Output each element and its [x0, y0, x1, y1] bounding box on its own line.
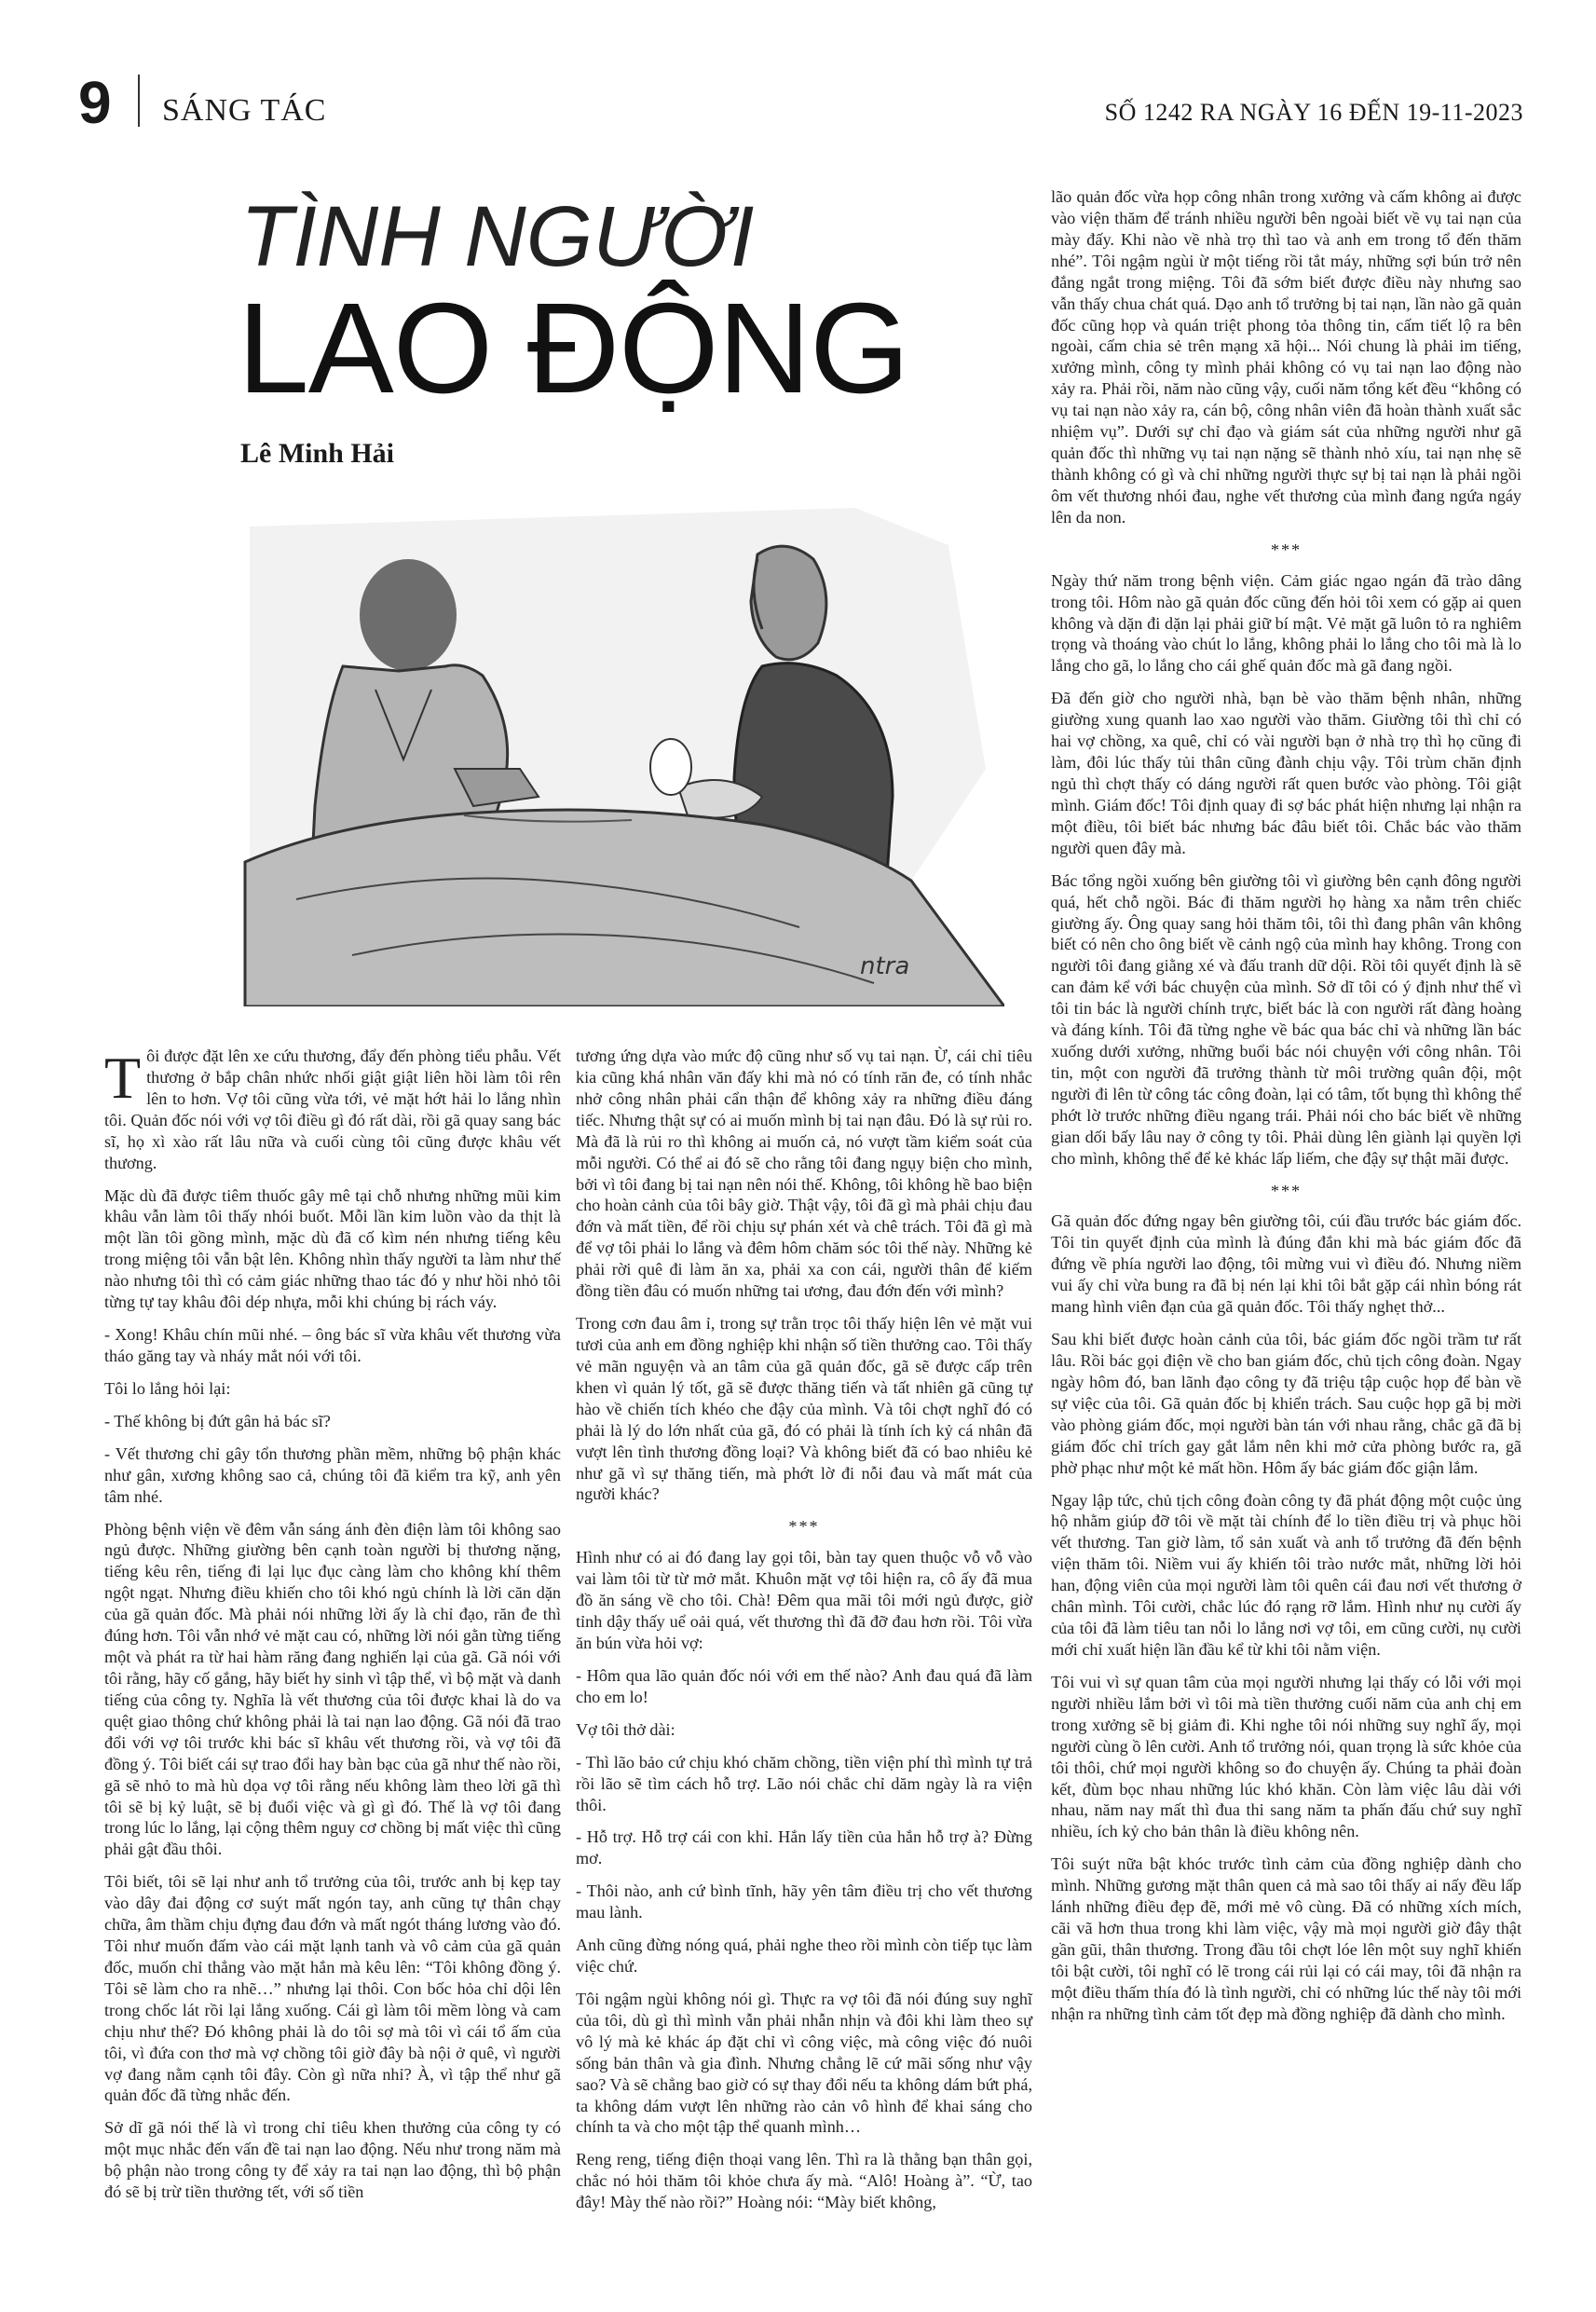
article-author: Lê Minh Hải	[240, 438, 395, 469]
paragraph: - Thì lão bảo cứ chịu khó chăm chồng, tiền viện phí thì mình tự trả rồi lão sẽ tìm cách hỗ trợ. Lão nói chắc chỉ dăm ngày là ra viện thôi.	[576, 1752, 1032, 1814]
paragraph: ôi được đặt lên xe cứu thương, đẩy đến phòng tiểu phẫu. Vết thương ở bắp chân nhức nhối giật giật liên hồi làm tôi rên lên to hơn. Vợ tôi cũng vừa tới, vẻ mặt hớt hải lo lắng nhìn tôi. Quản đốc nói với vợ tôi điều gì đó rất dài, rồi gã quay sang bác sĩ, họ xì xào rất lâu nữa và cuối cùng tôi cũng được khâu vết thương.	[104, 1047, 561, 1172]
page-number: 9	[78, 69, 112, 136]
paragraph: Tôi biết, tôi sẽ lại như anh tổ trưởng của tôi, trước anh bị kẹp tay vào dây đai động cơ suýt mất ngón tay, anh cũng tự thân chạy chữa, âm thầm chịu đựng đau đớn và mất ngót tháng lương vào đó. Tôi như muốn đấm vào cái mặt lạnh tanh và vô cảm của gã quản đốc, muốn chỉ thẳng vào mặt hắn mà kêu lên: “Tôi không đồng ý. Tôi sẽ làm cho ra nhẽ…” nhưng lại thôi. Con bốc hỏa chỉ dội lên trong chốc lát rồi lại lắng xuống. Cái gì làm tôi mềm lòng và cam chịu như thế? Đó không phải là do tôi sợ mà tôi vì cái tổ ấm của tôi, vì đứa con thơ mà vợ chồng tôi giờ đây bà nội ở quê, vì người vợ đang nằm cạnh tôi đây. Còn gì nữa nhỉ? À, vì tập thể như gã quản đốc đã từng nhắc đến.	[104, 1872, 561, 2105]
paragraph: Tôi vui vì sự quan tâm của mọi người nhưng lại thấy có lỗi với mọi người nhiều lắm bởi vì tôi mà tiền thưởng cuối năm của anh chị em trong xưởng sẽ bị giảm đi. Khi nghe tôi nói những suy nghĩ ấy, mọi người cùng ồ lên cười. Anh tổ trưởng nói, quan trọng là sức khỏe của tôi thôi, chứ mọi người không so đo chuyện ấy. Chúng ta phải đoàn kết, đùm bọc nhau những lúc khó khăn. Còn làm việc lâu dài với nhau, năm nay mất thì đua thi sang năm ta phấn đấu chứ suy nghĩ nhiều, ích kỷ cho bản thân là điều không nên.	[1051, 1672, 1521, 1841]
paragraph: Tôi suýt nữa bật khóc trước tình cảm của đồng nghiệp dành cho mình. Những gương mặt thân quen cả mà sao tôi thấy ai nấy đều lấp lánh những điều đẹp đẽ, mới mẻ vô cùng. Đã có những xích mích, cãi vã hơn thua trong khi làm việc, vậy mà mọi người giờ đây thật gần gũi, thân thương. Trong đầu tôi chợt lóe lên một suy nghĩ khiến tôi bật cười, tôi nghĩ có lẽ trong cái rủi lại có cái may, tôi đã nhận ra một điều thấm thía đó là tình người, chỉ có những lúc thế này tôi mới nhận ra những tình cảm tốt đẹp mà đồng nghiệp đã dành cho mình.	[1051, 1854, 1521, 2023]
column-2	[576, 1046, 1032, 2224]
section-break: ***	[1270, 1181, 1303, 1200]
column-3	[1051, 186, 1521, 2036]
paragraph: Ngày thứ năm trong bệnh viện. Cảm giác ngao ngán đã trào dâng trong tôi. Hôm nào gã quản đốc cũng đến hỏi tôi xem có gặp ai quen không và dặn đi dặn lại phải giữ bí mật. Vẻ mặt gã luôn tỏ ra nghiêm trọng và thoáng vào chút lo lắng, không phải lo lắng cho tôi mà là lo lắng cho gã, lo lắng cho cái ghế quản đốc mà gã đang ngồi.	[1051, 570, 1521, 676]
paragraph: tương ứng dựa vào mức độ cũng như số vụ tai nạn. Ừ, cái chỉ tiêu kia cũng khá nhân văn đấy khi mà nó có tính răn đe, có tính nhắc nhở công nhân phải cẩn thận để không xảy ra những điều đáng tiếc. Nhưng thật sự có ai muốn mình bị tai nạn đâu. Đó là sự rủi ro. Mà đã là rủi ro thì không ai muốn cả, nó vượt tầm kiểm soát của mỗi người. Có thể ai đó sẽ cho rằng tôi đang ngụy biện cho mình, bởi vì tôi đang bị tai nạn nên nói thế. Không, tôi không hề bao biện cho hoàn cảnh của tôi bây giờ. Thật vậy, tôi đã gì mà phải chịu đau đớn và mất tiền, để rồi chịu sự phán xét và chê trách. Tôi đã gì mà để vợ tôi phải lo lắng và đêm hôm chăm sóc tôi thế này. Những kẻ phải rời quê đi làm ăn xa, phải xa con cái, người thân để kiếm đồng tiền đâu có muốn những tai ương, đau đớn đến với mình?	[576, 1047, 1032, 1301]
section-label: SÁNG TÁC	[162, 93, 327, 128]
illustration-signature: ntra	[860, 952, 910, 980]
paragraph: lão quản đốc vừa họp công nhân trong xưởng và cấm không ai được vào viện thăm để tránh nhiều người bên ngoài biết về vụ tai nạn của mày đấy. Khi nào về nhà trọ thì tao và anh em trong tổ đến thăm nhé”. Tôi ngậm ngùi ừ một tiếng rồi tắt máy, những sợi bún trở nên đắng ngắt trong miệng. Tôi đã sớm biết được điều này nhưng sao vẫn thấy chua chát quá. Dạo anh tổ trưởng bị tai nạn, lần nào gã quản đốc cũng họp và quán triệt phong tỏa thông tin, cấm tiết lộ ra bên ngoài, cấm chia sẻ trên mạng xã hội... Nói chung là phải im tiếng, xưởng mình, công ty mình phải không có vụ tai nạn lao động nào xảy ra. Phải rồi, năm nào cũng vậy, cuối năm tổng kết đều “không có vụ tai nạn nào xảy ra, cán bộ, công nhân viên đã hoàn thành xuất sắc nhiệm vụ”. Dưới sự chỉ đạo và giám sát của những người như gã quản đốc thì những vụ tai nạn nặng sẽ thành nhỏ xíu, tai nạn nhẹ sẽ thành không có gì và chỉ những người thực sự bị tai nạn là phải ngồi ôm vết thương nhói đau, nghe vết thương của mình đang ngứa ngáy lên da non.	[1051, 187, 1521, 527]
paragraph: Tôi lo lắng hỏi lại:	[104, 1378, 231, 1398]
illustration	[240, 489, 1004, 1006]
paragraph: - Thế không bị đứt gân hả bác sĩ?	[104, 1411, 331, 1430]
issue-date: SỐ 1242 RA NGÀY 16 ĐẾN 19-11-2023	[1104, 99, 1523, 126]
paragraph: - Vết thương chỉ gây tổn thương phần mềm, những bộ phận khác như gân, xương không sao cả, chúng tôi đã kiểm tra kỹ, anh yên tâm nhé.	[104, 1443, 561, 1506]
paragraph: Phòng bệnh viện về đêm vẫn sáng ánh đèn điện làm tôi không sao ngủ được. Những giường bên cạnh toàn người bị thương nặng, tiếng kêu rên, tiếng đi lại lục đục càng làm cho không khí thêm ngột ngạt. Nhưng điều khiến cho tôi khó ngủ chính là lời căn dặn của gã quản đốc. Mà phải nói những lời ấy là chỉ đạo, răn đe thì đúng hơn. Tôi vẫn nhớ vẻ mặt cau có, những lời nói gằn từng tiếng một và phát ra từ hai hàm răng đang nghiến lại của gã. Gã nói với tôi rằng, hãy cố gắng, hãy biết hy sinh vì tập thể, vì bộ mặt và danh tiếng của công ty. Nghĩa là vết thương của tôi được khai là do va quệt giao thông chứ không phải là tai nạn lao động. Gã nói đã trao đổi với vợ tôi trước khi bác sĩ khâu vết thương rồi, và vợ tôi đã đồng ý. Tôi biết cái sự trao đổi hay bàn bạc của gã như thế nào rồi, gã sẽ nhỏ to mà hù dọa vợ tôi rằng nếu không làm theo lời gã thì tôi sẽ bị kỷ luật, sẽ bị đuổi việc và gì gì đó. Thế là vợ tôi đang trong lúc lo lắng, lại cộng thêm nguy cơ chồng bị mất việc thì cũng phải gật đầu thôi.	[104, 1519, 561, 1859]
section-break: ***	[788, 1517, 820, 1537]
paragraph: Reng reng, tiếng điện thoại vang lên. Thì ra là thằng bạn thân gọi, chắc nó hỏi thăm tôi khỏe chưa ấy mà. “Alô! Hoàng à”. “Ừ, tao đây! Mày thế nào rồi?” Hoàng nói: “Mày biết không,	[576, 2150, 1032, 2212]
paragraph: Vợ tôi thở dài:	[576, 1719, 675, 1739]
paragraph: Đã đến giờ cho người nhà, bạn bè vào thăm bệnh nhân, những giường xung quanh lao xao người vào thăm. Giường tôi thì chỉ có hai vợ chồng, xa quê, chỉ có vài người bạn ở nhà trọ thì họ cũng đi làm, đôi lúc thấy tủi thân cũng đành chịu vậy. Tôi trùm chăn định ngủ thì chợt thấy có dáng người rất quen bước vào phòng. Tôi giật mình. Giám đốc! Tôi định quay đi sợ bác phát hiện nhưng lại nhận ra một điều, tôi biết bác nhưng bác đâu biết tôi. Chắc bác vào thăm người quen đây mà.	[1051, 689, 1521, 857]
paragraph: - Thôi nào, anh cứ bình tĩnh, hãy yên tâm điều trị cho vết thương mau lành.	[576, 1881, 1032, 1922]
paragraph: Sau khi biết được hoàn cảnh của tôi, bác giám đốc ngồi trầm tư rất lâu. Rồi bác gọi điện về cho ban giám đốc, chủ tịch công đoàn. Ngay ngày hôm đó, ban lãnh đạo công ty đã triệu tập cuộc họp để bàn về sự việc của tôi. Gã quản đốc bị khiển trách. Sau cuộc họp gã bị mời vào phòng giám đốc, mọi người bàn tán với nhau rằng, chắc gã đã bị giám đốc chỉ trích gay gắt lắm nên khi mở cửa phòng bước ra, gã phờ phạc như một kẻ mất hồn. Hôm ấy bác giám đốc giận lắm.	[1051, 1330, 1521, 1477]
article-title-line1: TÌNH NGƯỜI	[240, 189, 755, 284]
header-separator	[138, 75, 140, 127]
column-1	[104, 1046, 561, 2214]
article-title-line2: LAO ĐỘNG	[238, 277, 909, 420]
paragraph: Sở dĩ gã nói thế là vì trong chỉ tiêu khen thưởng của công ty có một mục nhắc đến vấn đề tai nạn lao động. Nếu như trong năm mà bộ phận nào trong công ty để xảy ra tai nạn lao động, thì bộ phận đó sẽ bị trừ tiền thưởng tết, với số tiền	[104, 2118, 561, 2202]
paragraph: - Hỗ trợ. Hỗ trợ cái con khỉ. Hắn lấy tiền của hắn hỗ trợ à? Đừng mơ.	[576, 1827, 1032, 1868]
paragraph: Ngay lập tức, chủ tịch công đoàn công ty đã phát động một cuộc ủng hộ nhằm giúp đỡ tôi về mặt tài chính để lo tiền điều trị và phục hồi vết thương. Tan giờ làm, tổ sản xuất và anh tổ trưởng đã đến bệnh viện thăm tôi. Niềm vui ấy khiến tôi trào nước mắt, những lời hỏi han, động viên của mọi người làm tôi quên cái đau nơi vết thương ở chân mình. Tôi cười, chắc lúc đó rạng rỡ lắm. Hình như nụ cười ấy của tôi đã làm tiêu tan nỗi lo lắng nơi vợ tôi, em cũng cười, nụ cười mới chỉ xuất hiện lần đầu kể từ khi tôi nằm viện.	[1051, 1490, 1521, 1659]
dropcap: T	[104, 1045, 142, 1111]
paragraph: Tôi ngậm ngùi không nói gì. Thực ra vợ tôi đã nói đúng suy nghĩ của tôi, dù gì thì mình vẫn phải nhẫn nhịn và đôi khi làm theo sự vô lý mà kẻ khác áp đặt chỉ vì công việc, mà công việc đó nuôi sống bản thân và gia đình. Nhưng chẳng lẽ cứ mãi sống như vậy sao? Và sẽ chẳng bao giờ có sự thay đổi nếu ta không dám bứt phá, ta không dám vượt lên những rào cản vô hình để khai sáng cho chính ta và cho một tập thể quanh mình…	[576, 1989, 1032, 2137]
paragraph: Anh cũng đừng nóng quá, phải nghe theo rồi mình còn tiếp tục làm việc chứ.	[576, 1936, 1032, 1977]
paragraph: Gã quản đốc đứng ngay bên giường tôi, cúi đầu trước bác giám đốc. Tôi tin quyết định của mình là đúng đắn khi mà bác giám đốc đã đứng về phía người lao động, tôi mừng vui vì điều đó. Nhưng niềm vui ấy chỉ vừa bung ra đã bị nén lại khi tôi bắt gặp cái nhìn bóng rát mang hình viên đạn của gã quản đốc. Tôi thấy nghẹt thở...	[1051, 1211, 1521, 1317]
paragraph: Mặc dù đã được tiêm thuốc gây mê tại chỗ nhưng những mũi kim khâu vẫn làm tôi thấy nhói buốt. Mỗi lần kim luồn vào da thịt là một lần tôi gồng mình, mặc dù đã cố kìm nén nhưng tiếng kêu trong miệng tôi vẫn bật lên. Không nhìn thấy người ta làm như thế nào nhưng tôi thì có cảm giác những thao tác đó y như hồi nhỏ tôi từng tự tay khâu đôi dép nhựa, mỗi khi chúng bị rách váy.	[104, 1185, 561, 1312]
paragraph: Bác tổng ngồi xuống bên giường tôi vì giường bên cạnh đông người quá, hết chỗ ngồi. Bác đi thăm người họ hàng xa nằm trên chiếc giường ấy. Ông quay sang hỏi thăm tôi, tôi thì đang phân vân không biết có nên cho ông biết về cảnh ngộ của mình hay không. Trong con người tôi đang giằng xé và đấu tranh dữ dội. Rồi tôi quyết định là sẽ can đảm kể với bác chuyện của mình. Sở dĩ tôi có ý định như thế vì tôi tin bác là người chính trực, biết bác là con người rất đàng hoàng và đáng kính. Tôi đã từng nghe về bác qua bác chỉ và những lần bác xuống dưới xưởng, những buổi bác nói chuyện với công nhân. Tôi tin, một con người đã trưởng thành từ môi trường quân đội, một người đi lên từ công tác công đoàn, lại có tâm, tốt bụng thì không thể phớt lờ trước những điều ngang trái. Phải nói cho bác biết về những gian dối bấy lâu nay ở công ty tôi. Phải dùng lên giành lại quyền lợi cho mình, không thể để kẻ khác lấp liếm, che đậy sự thật mãi được.	[1051, 870, 1521, 1168]
paragraph: - Xong! Khâu chín mũi nhé. – ông bác sĩ vừa khâu vết thương vừa tháo găng tay và nháy mắt nói với tôi.	[104, 1325, 561, 1365]
paragraph: Trong cơn đau âm ỉ, trong sự trằn trọc tôi thấy hiện lên vẻ mặt vui tươi của anh em đồng nghiệp khi nhận số tiền thưởng cao. Tôi thấy vẻ mãn nguyện và an tâm của gã quản đốc, gã sẽ được cấp trên khen vì quản lý tốt, gã sẽ được thăng tiến và tất nhiên gã cũng tự hào về chiến tích khéo che đậy của mình. Và tôi chợt nghĩ đó có phải là lý do lớn nhất của gã, đó có phải là tính ích kỷ cá nhân đã vượt lên tình thương đồng loại? Và không biết đã có bao nhiêu kẻ như gã vì sự thăng tiến, mà phớt lờ đi nỗi đau và mất mát của người khác?	[576, 1314, 1032, 1504]
paragraph: Hình như có ai đó đang lay gọi tôi, bàn tay quen thuộc vỗ vỗ vào vai làm tôi từ từ mở mắt. Khuôn mặt vợ tôi hiện ra, cô ấy đã mua đồ ăn sáng về cho tôi. Chà! Đêm qua mãi tôi mới ngủ được, giờ tỉnh dậy thấy uể oải quá, vết thương thì đã đỡ đau hơn rồi. Tôi vừa ăn bún vừa hỏi vợ:	[576, 1548, 1032, 1652]
section-break: ***	[1270, 540, 1303, 559]
paragraph: - Hôm qua lão quản đốc nói với em thế nào? Anh đau quá đã làm cho em lo!	[576, 1665, 1032, 1706]
